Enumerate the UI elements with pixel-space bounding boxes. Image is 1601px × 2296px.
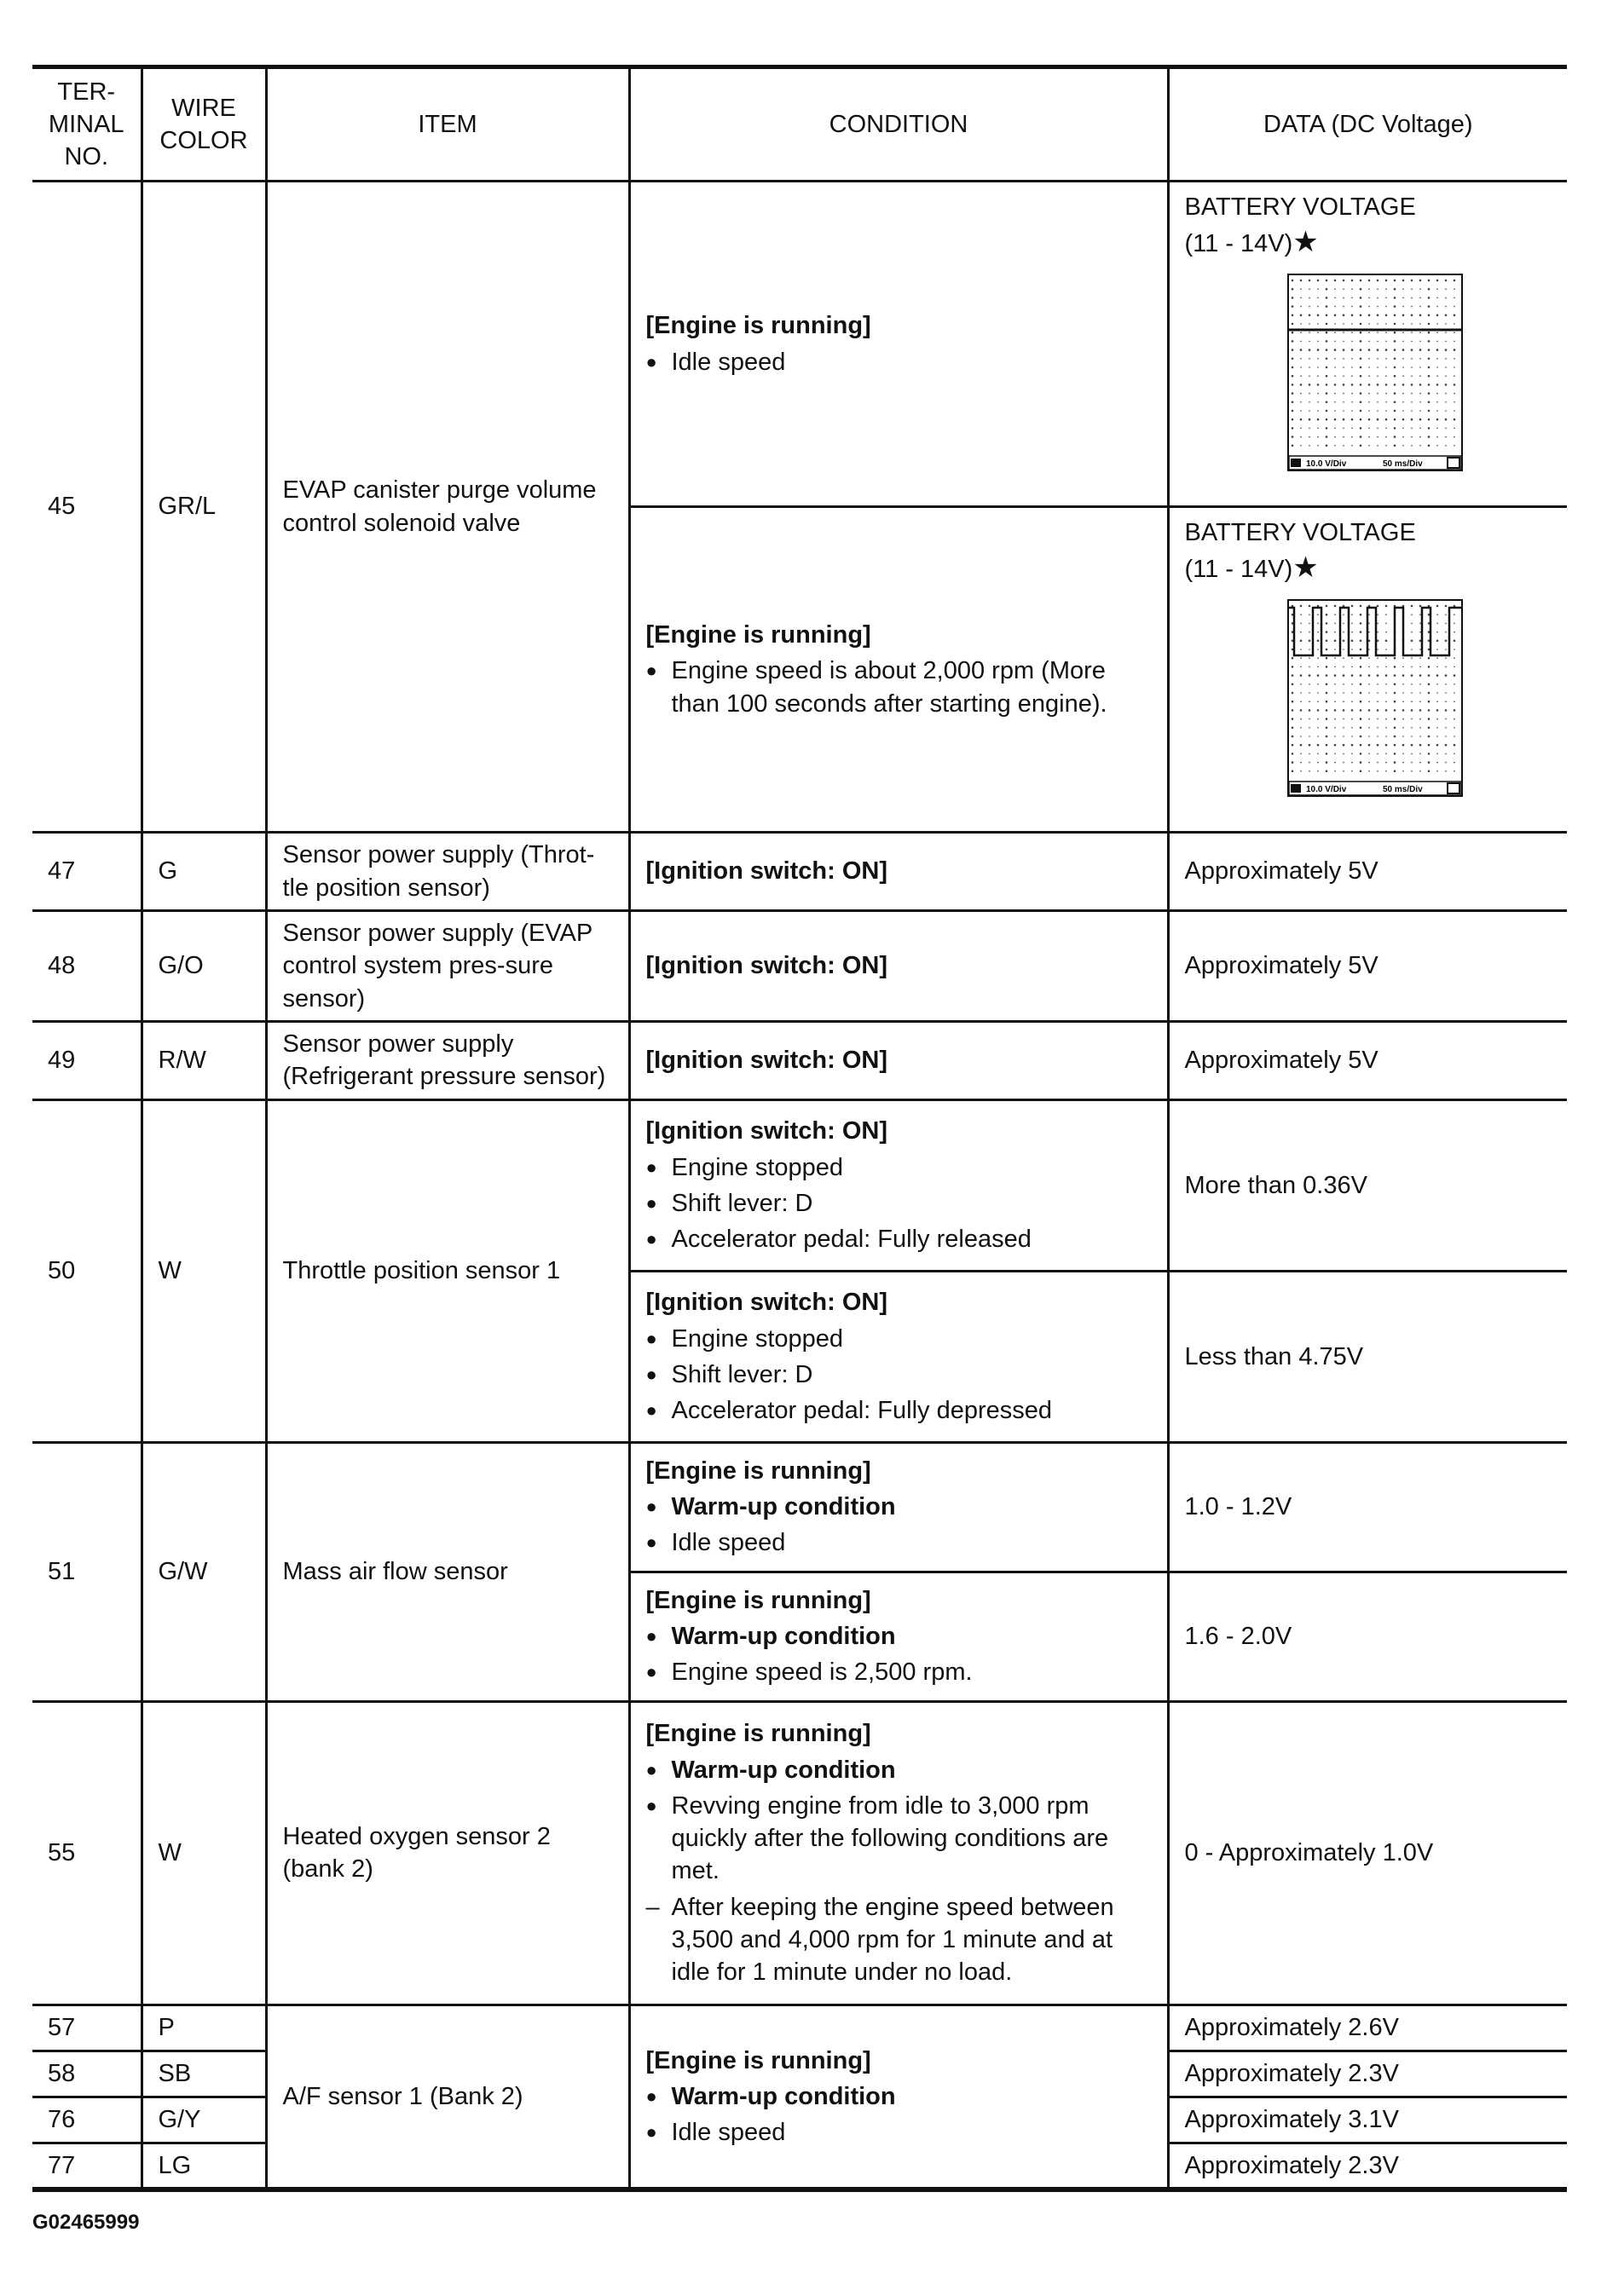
terminal-cell: 57 <box>32 2005 142 2051</box>
oscilloscope-waveform-flat <box>1287 274 1463 471</box>
wire-color-cell: R/W <box>142 1021 266 1099</box>
header-data: DATA (DC Voltage) <box>1168 67 1567 182</box>
data-cell: 1.0 - 1.2V <box>1168 1442 1567 1572</box>
wire-color-cell: P <box>142 2005 266 2051</box>
bullet-icon: ● <box>645 1156 657 1178</box>
terminal-cell: 55 <box>32 1701 142 2005</box>
bullet-icon: ● <box>645 2085 657 2107</box>
wire-color-cell: W <box>142 1099 266 1442</box>
data-cell: 0 - Approximately 1.0V <box>1168 1701 1567 2005</box>
condition-cell: [Ignition switch: ON] <box>629 1021 1168 1099</box>
wire-color-cell: G/Y <box>142 2097 266 2143</box>
wire-color-cell: SB <box>142 2051 266 2097</box>
condition-title: [Ignition switch: ON] <box>645 1117 888 1145</box>
condition-title: [Engine is running] <box>645 621 871 649</box>
condition-cell: [Ignition switch: ON] <box>629 833 1168 911</box>
table-row <box>32 1021 1567 1099</box>
item-cell: A/F sensor 1 (Bank 2) <box>266 2005 629 2189</box>
item-cell: Sensor power supply (Refrigerant pressure sensor) <box>266 1021 629 1099</box>
data-cell <box>1168 182 1567 507</box>
terminal-cell: 48 <box>32 911 142 1022</box>
data-range: (11 - 14V)★ <box>1184 551 1319 585</box>
dash-item: – After keeping the engine speed between 3,500 and 4,000 rpm for 1 minute and at idle for 1 minute under no load. <box>646 1891 1152 1989</box>
terminal-cell: 77 <box>32 2143 142 2189</box>
data-range: (11 - 14V)★ <box>1184 226 1319 259</box>
data-cell: Approximately 5V <box>1168 1021 1567 1099</box>
star-icon: ★ <box>1292 551 1319 585</box>
condition-cell <box>629 1442 1168 1572</box>
table-row <box>32 1099 1567 1271</box>
bullet-item: ● Idle speed <box>646 2116 1152 2149</box>
bullet-item: ● Shift lever: D <box>646 1187 1152 1220</box>
item-cell: Mass air flow sensor <box>266 1442 629 1701</box>
scope-marker-icon <box>1291 784 1301 793</box>
bullet-icon: ● <box>645 2121 657 2143</box>
ecm-terminal-table <box>32 65 1567 2192</box>
table-row <box>32 1442 1567 1572</box>
wire-color-cell: G/O <box>142 911 266 1022</box>
bullet-icon: ● <box>645 1758 657 1780</box>
bullet-icon: ● <box>645 1532 657 1554</box>
data-cell: More than 0.36V <box>1168 1099 1567 1271</box>
svg-text:50 ms/Div: 50 ms/Div <box>1382 459 1423 470</box>
svg-text:10.0 V/Div: 10.0 V/Div <box>1305 459 1346 470</box>
scope-marker-icon <box>1291 459 1301 467</box>
svg-text:50 ms/Div: 50 ms/Div <box>1382 785 1423 795</box>
data-cell: Approximately 2.6V <box>1168 2005 1567 2051</box>
bullet-item: ● Accelerator pedal: Fully depressed <box>646 1394 1152 1427</box>
terminal-cell: 49 <box>32 1021 142 1099</box>
table-row <box>32 1701 1567 2005</box>
table-row <box>32 2005 1567 2051</box>
bullet-icon: ● <box>645 1363 657 1385</box>
condition-title: [Engine is running] <box>645 2046 871 2074</box>
header-row <box>32 67 1567 182</box>
bullet-icon: ● <box>645 660 657 682</box>
table-row <box>32 911 1567 1022</box>
bullet-item: ● Engine speed is about 2,000 rpm (More than 100 seconds after starting engine). <box>646 655 1152 720</box>
data-cell: Approximately 2.3V <box>1168 2051 1567 2097</box>
figure-id: G02465999 <box>32 2211 140 2234</box>
header-condition: CONDITION <box>629 67 1168 182</box>
condition-title: [Engine is running] <box>645 312 871 340</box>
table-row <box>32 182 1567 507</box>
condition-cell <box>629 1271 1168 1442</box>
wire-color-cell: G <box>142 833 266 911</box>
bullet-icon: ● <box>645 1625 657 1647</box>
bullet-item: ● Engine stopped <box>646 1323 1152 1355</box>
star-icon: ★ <box>1292 226 1319 259</box>
item-cell: Throttle position sensor 1 <box>266 1099 629 1442</box>
bullet-item: ● Warm-up condition <box>646 1491 1152 1523</box>
bullet-icon: ● <box>645 1228 657 1250</box>
bullet-icon: ● <box>645 1496 657 1518</box>
condition-title: [Engine is running] <box>645 1720 871 1748</box>
bullet-icon: ● <box>645 1191 657 1214</box>
item-cell: EVAP canister purge volume control solenoid valve <box>266 182 629 833</box>
dash-icon: – <box>645 1893 660 1921</box>
item-cell: Sensor power supply (EVAP control system pres-sure sensor) <box>266 911 629 1022</box>
data-cell: 1.6 - 2.0V <box>1168 1572 1567 1701</box>
bullet-icon: ● <box>645 1794 657 1816</box>
data-cell <box>1168 507 1567 833</box>
condition-title: [Engine is running] <box>645 1457 871 1485</box>
data-text: BATTERY VOLTAGE <box>1184 519 1416 546</box>
bullet-item: ● Warm-up condition <box>646 1754 1152 1786</box>
condition-cell <box>629 2005 1168 2189</box>
condition-cell <box>629 1099 1168 1271</box>
bullet-item: ● Engine stopped <box>646 1151 1152 1184</box>
condition-title: [Ignition switch: ON] <box>645 1289 888 1317</box>
wire-color-cell: G/W <box>142 1442 266 1701</box>
terminal-cell: 47 <box>32 833 142 911</box>
data-cell: Approximately 5V <box>1168 833 1567 911</box>
bullet-item: ● Warm-up condition <box>646 2080 1152 2113</box>
header-wire-color: WIRE COLOR <box>142 67 266 182</box>
bullet-item: ● Engine speed is 2,500 rpm. <box>646 1656 1152 1688</box>
bullet-icon: ● <box>645 1327 657 1349</box>
data-text: BATTERY VOLTAGE <box>1184 193 1416 221</box>
wire-color-cell: LG <box>142 2143 266 2189</box>
bullet-icon: ● <box>645 1399 657 1422</box>
terminal-cell: 51 <box>32 1442 142 1701</box>
table-row <box>32 833 1567 911</box>
item-cell: Heated oxygen sensor 2 (bank 2) <box>266 1701 629 2005</box>
header-item: ITEM <box>266 67 629 182</box>
bullet-item: ● Warm-up condition <box>646 1620 1152 1653</box>
condition-cell: [Ignition switch: ON] <box>629 911 1168 1022</box>
data-cell: Approximately 5V <box>1168 911 1567 1022</box>
bullet-item: ● Accelerator pedal: Fully released <box>646 1223 1152 1255</box>
condition-cell <box>629 182 1168 507</box>
bullet-icon: ● <box>645 1661 657 1683</box>
data-cell: Approximately 3.1V <box>1168 2097 1567 2143</box>
bullet-item: ● Idle speed <box>646 1526 1152 1559</box>
data-cell: Less than 4.75V <box>1168 1271 1567 1442</box>
condition-cell <box>629 1701 1168 2005</box>
terminal-cell: 58 <box>32 2051 142 2097</box>
condition-cell <box>629 1572 1168 1701</box>
item-cell: Sensor power supply (Throt-tle position sensor) <box>266 833 629 911</box>
bullet-item: ● Idle speed <box>646 346 1152 378</box>
terminal-cell: 45 <box>32 182 142 833</box>
oscilloscope-waveform-pulse <box>1287 599 1463 797</box>
svg-text:10.0 V/Div: 10.0 V/Div <box>1305 785 1346 795</box>
condition-cell <box>629 507 1168 833</box>
terminal-cell: 50 <box>32 1099 142 1442</box>
bullet-icon: ● <box>645 350 657 372</box>
wire-color-cell: W <box>142 1701 266 2005</box>
terminal-cell: 76 <box>32 2097 142 2143</box>
condition-title: [Engine is running] <box>645 1586 871 1614</box>
bullet-item: ● Shift lever: D <box>646 1359 1152 1391</box>
header-terminal: TER- MINAL NO. <box>32 67 142 182</box>
data-cell: Approximately 2.3V <box>1168 2143 1567 2189</box>
wire-color-cell: GR/L <box>142 182 266 833</box>
bullet-item: ● Revving engine from idle to 3,000 rpm quickly after the following conditions are met. <box>646 1790 1152 1888</box>
